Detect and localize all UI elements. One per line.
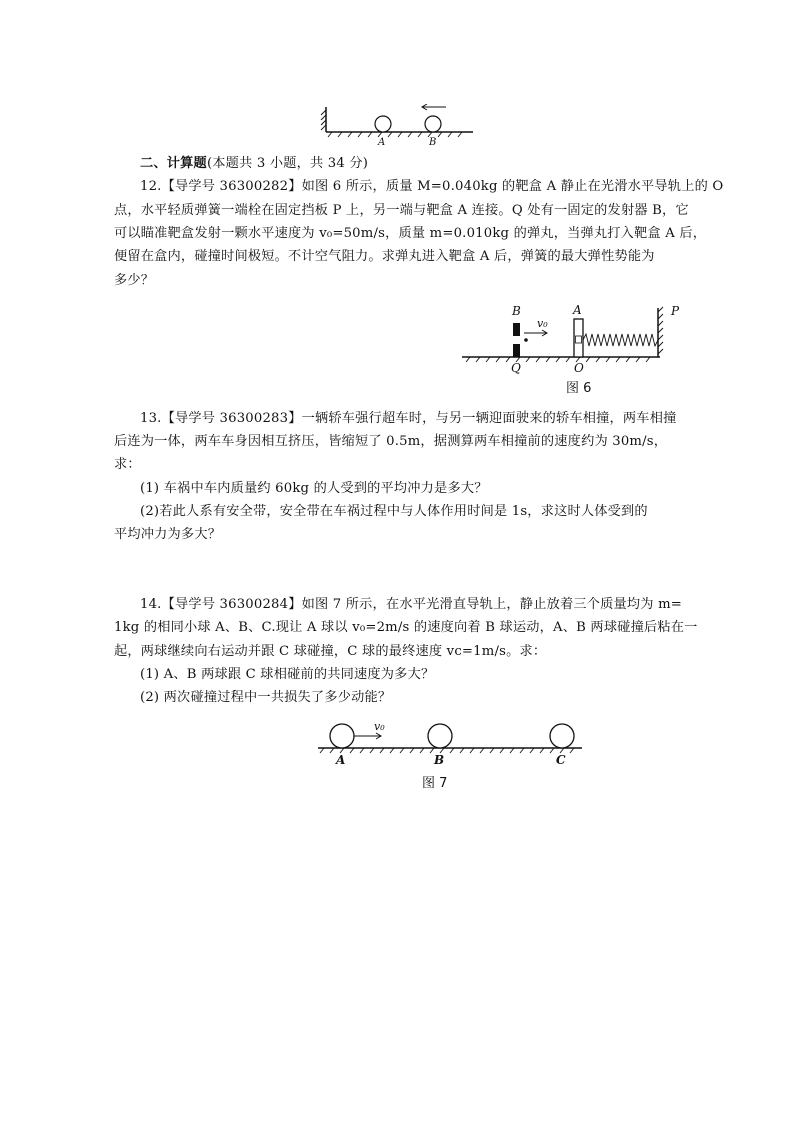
ball-b xyxy=(428,724,452,748)
fig7-label-b: B xyxy=(434,753,445,767)
ball-c xyxy=(550,724,574,748)
q14-line-2: 1kg 的相同小球 A、B、C.现让 A 球以 v₀=2m/s 的速度向着 B 球运动，A、B 两球碰撞后粘在一 xyxy=(114,620,698,635)
launcher-b-top xyxy=(513,323,520,336)
q14-line-1: 14.【导学号 36300284】如图 7 所示，在水平光滑直导轨上，静止放着三个质量均为 m= xyxy=(140,597,683,612)
pellet xyxy=(524,338,528,342)
section-note: (本题共 3 小题，共 34 分) xyxy=(206,156,369,171)
launcher-b-bottom xyxy=(513,344,520,357)
fig6-label-v0: v₀ xyxy=(537,317,548,330)
q13-line-2: 后连为一体，两车车身因相互挤压，皆缩短了 0.5m，据测算两车相撞前的速度约为 30m/s， xyxy=(114,434,668,449)
fig7-caption: 图 7 xyxy=(422,776,448,791)
ball-a xyxy=(330,724,354,748)
q12-line-1: 12.【导学号 36300282】如图 6 所示，质量 M=0.040kg 的靶盒 A 静止在光滑水平导轨上的 O xyxy=(140,179,724,194)
fig7-label-c: C xyxy=(556,753,566,767)
spring xyxy=(583,334,658,346)
q13-line-3: 求： xyxy=(114,457,141,472)
q12-line-2: 点，水平轻质弹簧一端栓在固定挡板 P 上，另一端与靶盒 A 连接。Q 处有一固定的发射器 B，它 xyxy=(114,203,689,218)
section-heading xyxy=(140,156,368,172)
fig7-label-a: A xyxy=(336,753,346,767)
q13-sub-2-line-2: 平均冲力为多大？ xyxy=(114,527,222,542)
figure-6 xyxy=(462,300,694,396)
q14-sub-1: (1) A、B 两球跟 C 球相碰前的共同速度为多大？ xyxy=(140,667,435,682)
top-figure xyxy=(318,104,478,150)
q12-line-3: 可以瞄准靶盒发射一颗水平速度为 v₀=50m/s，质量 m=0.010kg 的弹丸，当弹丸打入靶盒 A 后， xyxy=(114,226,707,241)
top-label-b: B xyxy=(429,137,437,148)
fig6-caption: 图 6 xyxy=(566,381,592,396)
fig6-label-p: P xyxy=(671,304,680,318)
q13-sub-1: (1) 车祸中车内质量约 60kg 的人受到的平均冲力是多大？ xyxy=(140,481,488,496)
top-label-a: A xyxy=(378,137,386,148)
fig7-label-v0: v₀ xyxy=(374,720,385,733)
fig6-label-o: O xyxy=(574,361,584,375)
q12-line-4: 便留在盒内，碰撞时间极短。不计空气阻力。求弹丸进入靶盒 A 后，弹簧的最大弹性势能为 xyxy=(114,249,655,264)
q14-sub-2: (2) 两次碰撞过程中一共损失了多少动能？ xyxy=(140,690,392,705)
q13-line-1: 13.【导学号 36300283】一辆轿车强行超车时，与另一辆迎面驶来的轿车相撞，两车相撞 xyxy=(140,411,677,426)
q12-line-5: 多少？ xyxy=(114,273,155,288)
section-title: 二、计算题 xyxy=(140,156,207,171)
q14-line-3: 起，两球继续向右运动并跟 C 球碰撞，C 球的最终速度 vc=1m/s。求： xyxy=(114,644,547,659)
ball-b xyxy=(425,116,441,132)
ball-a xyxy=(375,116,391,132)
fig6-label-b: B xyxy=(512,304,521,318)
fig6-label-a: A xyxy=(573,303,582,317)
q13-sub-2-line-1: (2)若此人系有安全带，安全带在车祸过程中与人体作用时间是 1s，求这时人体受到的 xyxy=(140,504,648,519)
fig6-label-q: Q xyxy=(511,361,521,375)
figure-7 xyxy=(316,716,586,794)
